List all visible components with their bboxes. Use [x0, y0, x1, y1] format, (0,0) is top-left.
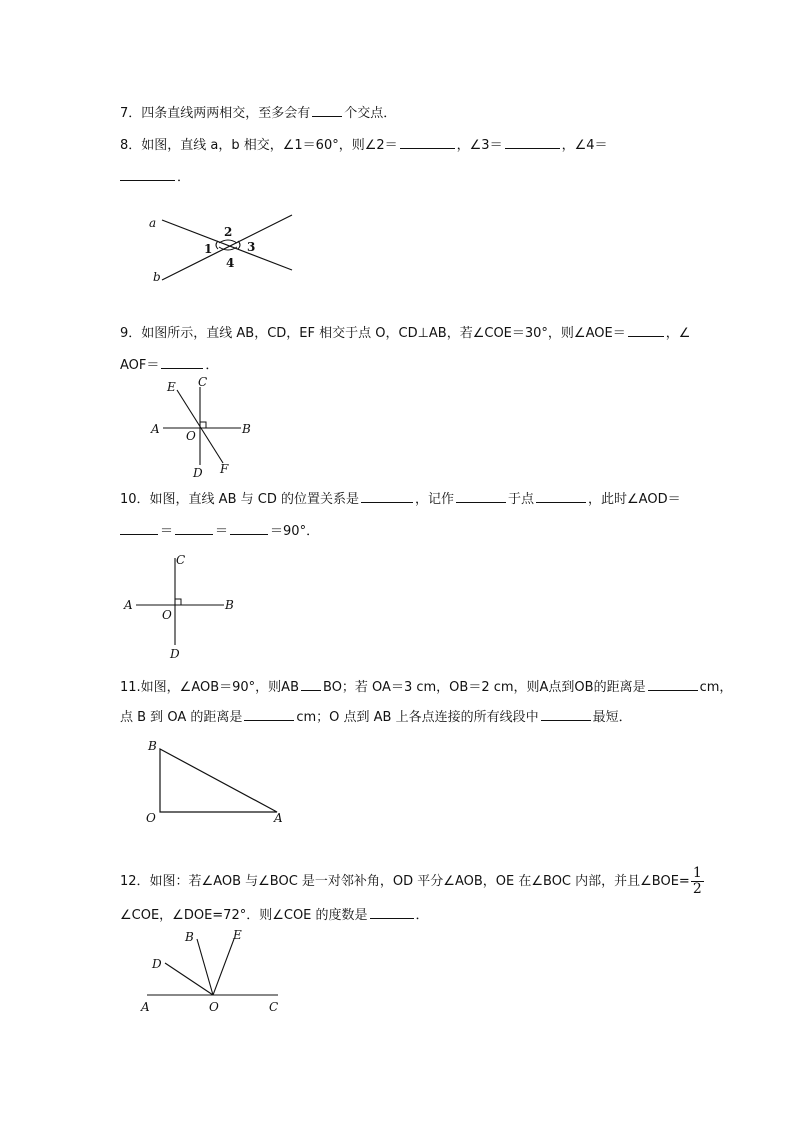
q10-text-g: ＝90°．	[270, 524, 320, 539]
question-12	[120, 866, 704, 897]
q8-text-a: 8．如图，直线 a，b 相交，∠1＝60°，则∠2＝	[120, 138, 398, 153]
q12-ray-oe	[213, 939, 234, 995]
q8-text-d: ．	[177, 170, 191, 185]
q11-text-b: BO；若 OA＝3 cm，OB＝2 cm，则A点到OB的距离是	[323, 680, 646, 695]
q12-text-b: ∠COE，∠DOE=72°．则∠COE 的度数是	[120, 908, 368, 923]
q8-arc-1	[216, 241, 218, 249]
q10-text-f: ＝	[215, 524, 229, 539]
q12-text-a: 12．如图：若∠AOB 与∠BOC 是一对邻补角，OD 平分∠AOB，OE 在∠BOC 内部，并且∠BOE=	[120, 874, 690, 889]
q8-text-b: ，∠3＝	[456, 138, 503, 153]
q8-label-b: b	[153, 270, 161, 284]
q10-label-d: D	[170, 647, 180, 661]
q11-triangle	[160, 749, 277, 812]
q10-blank-angle-2[interactable]	[175, 522, 213, 535]
q10-blank-notation[interactable]	[456, 490, 506, 503]
question-10	[120, 490, 681, 508]
question-9-cont	[120, 356, 218, 374]
q12-ray-ob	[197, 939, 213, 995]
q11-label-o: O	[146, 811, 156, 825]
q12-figure	[135, 925, 295, 1015]
q10-blank-angle-3[interactable]	[230, 522, 268, 535]
question-9	[120, 324, 690, 342]
q12-label-d: D	[152, 957, 162, 971]
q9-blank-aof[interactable]	[161, 356, 203, 369]
q11-blank-b-dist[interactable]	[244, 708, 294, 721]
q12-frac-denominator: 2	[692, 881, 702, 897]
q12-label-c: C	[269, 1000, 279, 1014]
q9-label-d: D	[193, 466, 203, 480]
q9-text-d: ．	[205, 358, 219, 373]
q9-label-o: O	[186, 429, 196, 443]
q11-figure	[140, 735, 300, 830]
question-8	[120, 136, 608, 154]
q9-label-c: C	[198, 375, 208, 389]
question-8-cont	[120, 168, 190, 186]
q7-text-b: 个交点．	[344, 106, 397, 121]
q11-label-a: A	[274, 811, 283, 825]
q10-text-c: 于点	[508, 492, 535, 507]
q10-label-o: O	[162, 608, 172, 622]
q12-label-a: A	[141, 1000, 150, 1014]
q11-text-c: cm，	[699, 680, 733, 695]
q7-blank[interactable]	[312, 104, 342, 117]
q11-text-e: cm；O 点到 AB 上各点连接的所有线段中	[296, 710, 539, 725]
q11-blank-compare[interactable]	[301, 678, 321, 691]
q8-blank-angle2[interactable]	[400, 136, 455, 149]
q9-blank-aoe[interactable]	[628, 324, 664, 337]
q11-label-b: B	[148, 739, 157, 753]
q8-figure	[140, 205, 310, 290]
q11-blank-a-dist[interactable]	[648, 678, 698, 691]
q10-text-b: ，记作	[414, 492, 454, 507]
q11-text-f: 最短．	[592, 710, 632, 725]
q10-text-e: ＝	[160, 524, 174, 539]
q10-right-angle	[175, 599, 181, 605]
q7-text-a: 7．四条直线两两相交，至多会有	[120, 106, 311, 121]
q8-label-3: 3	[247, 240, 256, 254]
q10-label-a: A	[124, 598, 133, 612]
q12-frac-numerator: 1	[692, 865, 702, 881]
q8-text-c: ，∠4＝	[561, 138, 608, 153]
q8-blank-angle3[interactable]	[505, 136, 560, 149]
question-11-cont	[120, 708, 632, 726]
q9-text-c: AOF＝	[120, 358, 160, 373]
q10-blank-angle-1[interactable]	[120, 522, 158, 535]
q10-label-c: C	[176, 553, 186, 567]
q8-label-1: 1	[204, 242, 213, 256]
q10-text-a: 10．如图，直线 AB 与 CD 的位置关系是	[120, 492, 359, 507]
q11-text-d: 点 B 到 OA 的距离是	[120, 710, 243, 725]
q9-label-b: B	[242, 422, 251, 436]
q12-text-c: ．	[415, 908, 429, 923]
question-12-cont	[120, 906, 429, 924]
q9-figure	[145, 375, 265, 480]
q9-label-e: E	[167, 380, 176, 394]
q12-label-o: O	[209, 1000, 219, 1014]
q10-blank-relation[interactable]	[361, 490, 413, 503]
question-7	[120, 104, 396, 122]
q10-label-b: B	[225, 598, 234, 612]
q9-text-b: ，∠	[665, 326, 691, 341]
q8-label-a: a	[149, 216, 157, 230]
q8-blank-angle4[interactable]	[120, 168, 175, 181]
q12-fraction	[691, 866, 704, 897]
q11-blank-shortest[interactable]	[541, 708, 591, 721]
q8-label-2: 2	[224, 225, 233, 239]
q9-label-f: F	[220, 462, 229, 476]
q11-text-a: 11.如图，∠AOB＝90°，则AB	[120, 680, 299, 695]
question-10-cont	[120, 522, 319, 540]
question-11	[120, 678, 732, 696]
q10-blank-point[interactable]	[536, 490, 586, 503]
q10-figure	[120, 550, 250, 665]
q12-blank-coe[interactable]	[370, 906, 414, 919]
q8-label-4: 4	[226, 256, 235, 270]
q9-label-a: A	[151, 422, 160, 436]
q12-label-b: B	[185, 930, 194, 944]
q12-label-e: E	[233, 928, 242, 942]
q9-text-a: 9．如图所示，直线 AB，CD，EF 相交于点 O，CD⊥AB，若∠COE＝30°，则∠AOE＝	[120, 326, 626, 341]
q10-text-d: ，此时∠AOD＝	[588, 492, 681, 507]
